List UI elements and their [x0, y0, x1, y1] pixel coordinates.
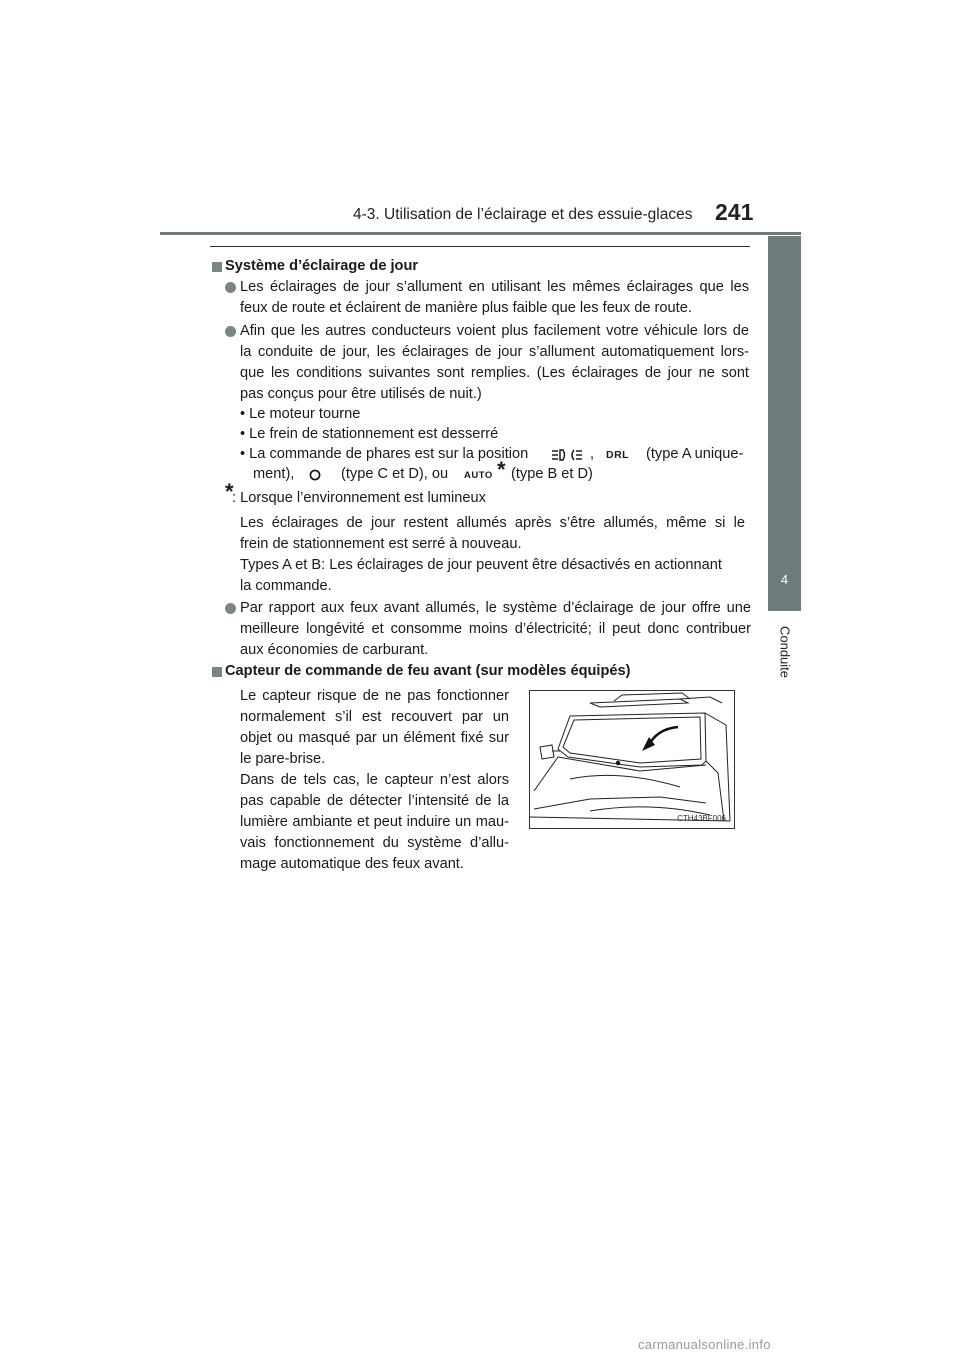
comma-text: , — [590, 446, 595, 462]
condition-item: • Le moteur tourne — [240, 406, 361, 422]
paragraph-line: lumière ambiante et peut induire un mau- — [240, 814, 509, 830]
vehicle-windshield-illustration — [530, 691, 734, 828]
footer-watermark: carmanualsonline.info — [638, 1337, 771, 1352]
content-rule — [210, 246, 750, 247]
footnote-asterisk: * — [225, 479, 234, 504]
condition-item: • Le frein de stationnement est desserré — [240, 426, 499, 442]
condition-item: • La commande de phares est sur la position — [240, 446, 529, 462]
paragraph-line: Par rapport aux feux avant allumés, le système d’éclairage de jour offre une — [240, 600, 751, 616]
round-bullet-icon — [225, 326, 236, 337]
condition-text: (type B et D) — [511, 466, 593, 482]
paragraph-line: mage automatique des feux avant. — [240, 856, 464, 872]
square-bullet-icon — [212, 667, 222, 677]
paragraph-line: pas conçus pour être utilisés de nuit.) — [240, 386, 482, 402]
paragraph-line: Afin que les autres conducteurs voient plus facilement votre véhicule lors de — [240, 323, 749, 339]
auto-icon: AUTO — [464, 470, 493, 481]
paragraph-line: Les éclairages de jour s’allument en utilisant les mêmes éclairages que les — [240, 279, 749, 295]
paragraph-line: Dans de tels cas, le capteur n’est alors — [240, 772, 509, 788]
sensor-location-figure — [529, 690, 735, 829]
paragraph-line: que les conditions suivantes sont remplies. (Les éclairages de jour ne sont — [240, 365, 749, 381]
condition-text: ment), — [253, 466, 295, 482]
paragraph-line: aux économies de carburant. — [240, 642, 429, 658]
note-line: la commande. — [240, 578, 332, 594]
headlight-off-icon — [308, 468, 322, 482]
square-bullet-icon — [212, 262, 222, 272]
chapter-number: 4 — [780, 572, 789, 587]
chapter-label-box — [773, 620, 797, 685]
paragraph-line: vais fonctionnement du système d’allu- — [240, 835, 509, 851]
footnote-text: : Lorsque l’environnement est lumineux — [232, 490, 486, 506]
chapter-tab — [768, 236, 801, 611]
note-line: Les éclairages de jour restent allumés après s’être allumés, même si le — [240, 515, 745, 531]
paragraph-line: pas capable de détecter l’intensité de la — [240, 793, 509, 809]
paragraph-line: meilleure longévité et consomme moins d’électricité; il peut donc contribuer — [240, 621, 751, 637]
note-line: frein de stationnement est serré à nouveau. — [240, 536, 522, 552]
drl-icon: DRL — [606, 449, 630, 461]
round-bullet-icon — [225, 603, 236, 614]
section-title: 4-3. Utilisation de l’éclairage et des essuie-glaces — [353, 206, 693, 223]
section-heading: Capteur de commande de feu avant (sur modèles équipés) — [225, 663, 631, 679]
figure-code: CTH43BF006 — [677, 814, 726, 823]
paragraph-line: le pare-brise. — [240, 751, 326, 767]
note-line: Types A et B: Les éclairages de jour peuvent être désactivés en actionnant — [240, 557, 722, 573]
paragraph-line: la conduite de jour, les éclairages de jour s’allument automatiquement lors- — [240, 344, 749, 360]
condition-text: (type C et D), ou — [341, 466, 449, 482]
paragraph-line: Le capteur risque de ne pas fonctionner — [240, 688, 509, 704]
headlight-position-icon — [551, 448, 583, 462]
page-number: 241 — [715, 199, 754, 225]
chapter-label: Conduite — [777, 625, 793, 679]
paragraph-line: objet ou masqué par un élément fixé sur — [240, 730, 509, 746]
round-bullet-icon — [225, 282, 236, 293]
asterisk-mark: * — [497, 457, 506, 482]
header-rule — [160, 232, 801, 235]
paragraph-line: normalement s’il est recouvert par un — [240, 709, 509, 725]
paragraph-line: feux de route et éclairent de manière plus faible que les feux de route. — [240, 300, 692, 316]
condition-text: (type A unique- — [646, 446, 744, 462]
section-heading: Système d’éclairage de jour — [225, 258, 419, 274]
